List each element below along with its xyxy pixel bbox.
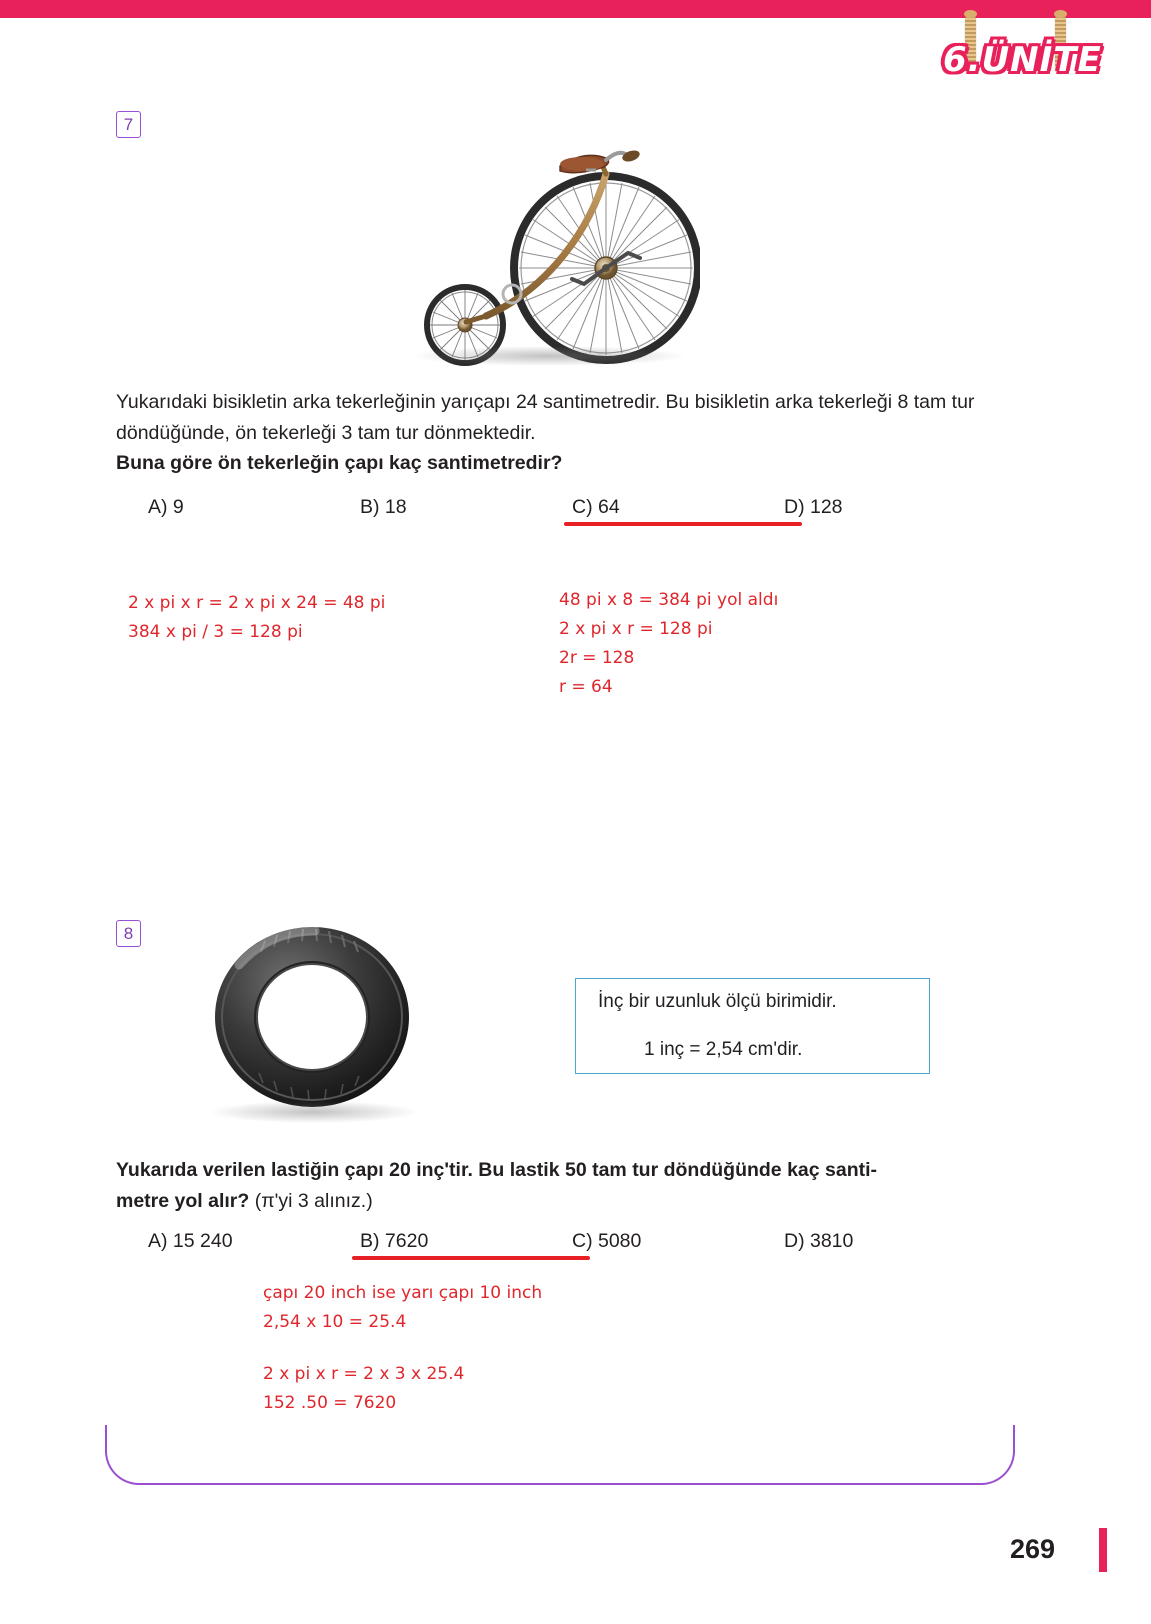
page-number-accent-tick [1099,1528,1107,1572]
unit-label: 6.ÜNİTE [943,40,1102,80]
question-7-prompt: Buna göre ön tekerleğin çapı kaç santimetredir? [116,452,563,474]
question-8-prompt-line-2 [116,1186,1016,1217]
inch-info-line-1: İnç bir uzunluk ölçü birimidir. [598,991,837,1012]
option-7-d[interactable]: D) 128 [784,496,843,518]
tire-svg [205,925,420,1130]
question-7-body: Yukarıdaki bisikletin arka tekerleğinin yarıçapı 24 santimetredir. Bu bisikletin arka tekerleği 8 tam tur döndüğünde, ön tekerleği 3 tam tur dönmektedir. [116,391,975,444]
penny-farthing-bicycle-illustration [400,108,700,378]
question-8-prompt-line-1: Yukarıda verilen lastiğin çapı 20 inç'tir. Bu lastik 50 tam tur döndüğünde kaç santi- [116,1159,878,1181]
tire-shadow [211,1101,416,1123]
page-number: 269 [1009,1534,1055,1564]
bicycle-shadow [414,346,684,366]
question-number-8: 8 [116,920,141,947]
inch-info-box [575,978,930,1074]
option-8-a[interactable]: A) 15 240 [148,1230,233,1252]
bicycle-svg [400,108,700,378]
question-number-7: 7 [116,111,141,138]
question-7-annotation-left: 2 x pi x r = 2 x pi x 24 = 48 pi 384 x pi / 3 = 128 pi [128,593,386,642]
inch-info-line-2: 1 inç = 2,54 cm'dir. [644,1039,803,1060]
question-8-annotation-block-1: çapı 20 inch ise yarı çapı 10 inch 2,54 x 10 = 25.4 [263,1283,543,1332]
option-8-d[interactable]: D) 3810 [784,1230,854,1252]
option-7-c[interactable]: C) 64 [572,496,784,519]
bottom-decorative-rule [105,1425,1015,1485]
option-7-a[interactable]: A) 9 [148,496,184,518]
option-7-b[interactable]: B) 18 [360,496,407,518]
car-tire-illustration [205,925,420,1130]
question-7-annotation-right: 48 pi x 8 = 384 pi yol aldı 2 x pi x r = 128 pi 2r = 128 r = 64 [559,590,779,697]
question-7-options [148,496,978,519]
option-8-b[interactable]: B) 7620 [360,1230,572,1253]
question-8-options [148,1230,978,1253]
question-8-prompt-note: (π'yi 3 alınız.) [249,1190,373,1212]
unit-badge [943,14,1102,96]
question-8-annotation-block-2: 2 x pi x r = 2 x 3 x 25.4 152 .50 = 7620 [263,1364,465,1413]
option-8-c[interactable]: C) 5080 [572,1230,642,1252]
question-8-prompt-bold-tail: metre yol alır? [116,1190,250,1212]
